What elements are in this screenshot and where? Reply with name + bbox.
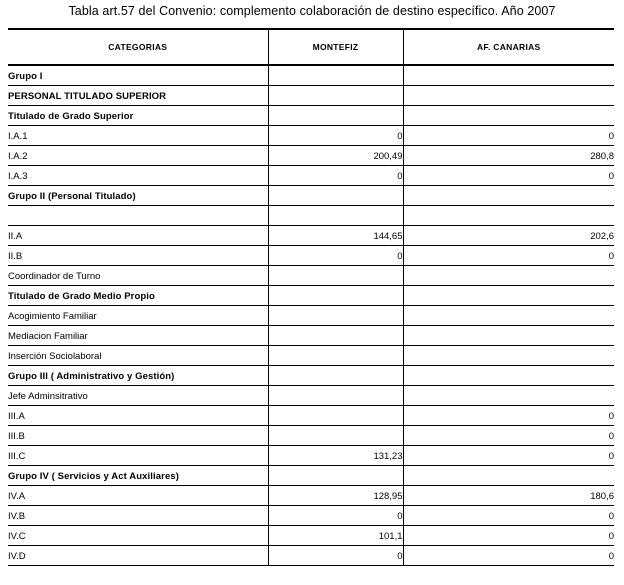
montefiz-value-cell bbox=[268, 266, 403, 286]
montefiz-value-cell bbox=[268, 466, 403, 486]
data-table bbox=[8, 28, 614, 566]
montefiz-value-cell bbox=[268, 406, 403, 426]
canarias-value-cell bbox=[403, 466, 614, 486]
category-cell: IV.C bbox=[8, 526, 268, 546]
table-row bbox=[8, 186, 614, 206]
category-cell: PERSONAL TITULADO SUPERIOR bbox=[8, 86, 268, 106]
table-row bbox=[8, 526, 614, 546]
category-cell: Titulado de Grado Superior bbox=[8, 106, 268, 126]
montefiz-value-cell: 144,65 bbox=[268, 226, 403, 246]
canarias-value-cell: 0 bbox=[403, 246, 614, 266]
table-row bbox=[8, 486, 614, 506]
category-cell: Titulado de Grado Medio Propio bbox=[8, 286, 268, 306]
montefiz-value-cell bbox=[268, 346, 403, 366]
category-cell: Grupo IV ( Servicios y Act Auxiliares) bbox=[8, 466, 268, 486]
canarias-value-cell: 0 bbox=[403, 546, 614, 566]
table-row bbox=[8, 546, 614, 566]
category-cell: Inserción Sociolaboral bbox=[8, 346, 268, 366]
montefiz-value-cell bbox=[268, 106, 403, 126]
table-row bbox=[8, 106, 614, 126]
category-cell: Grupo II (Personal Titulado) bbox=[8, 186, 268, 206]
table-row bbox=[8, 326, 614, 346]
montefiz-value-cell bbox=[268, 65, 403, 86]
category-cell: IV.B bbox=[8, 506, 268, 526]
canarias-value-cell: 0 bbox=[403, 446, 614, 466]
canarias-value-cell: 0 bbox=[403, 126, 614, 146]
canarias-value-cell bbox=[403, 266, 614, 286]
table-row bbox=[8, 206, 614, 226]
table-row bbox=[8, 466, 614, 486]
table-row bbox=[8, 406, 614, 426]
table-container bbox=[8, 28, 614, 566]
montefiz-value-cell: 0 bbox=[268, 246, 403, 266]
canarias-value-cell bbox=[403, 386, 614, 406]
montefiz-value-cell: 0 bbox=[268, 166, 403, 186]
canarias-value-cell bbox=[403, 346, 614, 366]
canarias-value-cell: 180,6 bbox=[403, 486, 614, 506]
category-cell: IV.A bbox=[8, 486, 268, 506]
canarias-value-cell: 0 bbox=[403, 426, 614, 446]
canarias-value-cell bbox=[403, 306, 614, 326]
table-row bbox=[8, 266, 614, 286]
category-cell bbox=[8, 206, 268, 226]
table-row bbox=[8, 366, 614, 386]
table-row bbox=[8, 146, 614, 166]
canarias-value-cell: 202,6 bbox=[403, 226, 614, 246]
canarias-value-cell bbox=[403, 65, 614, 86]
column-header-categorias: CATEGORIAS bbox=[8, 29, 268, 65]
canarias-value-cell bbox=[403, 186, 614, 206]
category-cell: Acogimiento Familiar bbox=[8, 306, 268, 326]
table-row bbox=[8, 446, 614, 466]
canarias-value-cell: 0 bbox=[403, 526, 614, 546]
category-cell: Coordinador de Turno bbox=[8, 266, 268, 286]
table-row bbox=[8, 86, 614, 106]
canarias-value-cell: 0 bbox=[403, 506, 614, 526]
column-header-montefiz: MONTEFIZ bbox=[268, 29, 403, 65]
canarias-value-cell bbox=[403, 206, 614, 226]
category-cell: III.B bbox=[8, 426, 268, 446]
category-cell: Grupo III ( Administrativo y Gestión) bbox=[8, 366, 268, 386]
table-row bbox=[8, 246, 614, 266]
table-title: Tabla art.57 del Convenio: complemento colaboración de destino específico. Año 2007 bbox=[68, 4, 556, 18]
category-cell: Grupo I bbox=[8, 65, 268, 86]
table-row bbox=[8, 65, 614, 86]
column-header-af-canarias: AF. CANARIAS bbox=[403, 29, 614, 65]
canarias-value-cell bbox=[403, 286, 614, 306]
table-body bbox=[8, 65, 614, 566]
table-row bbox=[8, 346, 614, 366]
table-row bbox=[8, 506, 614, 526]
montefiz-value-cell: 128,95 bbox=[268, 486, 403, 506]
category-cell: III.A bbox=[8, 406, 268, 426]
montefiz-value-cell bbox=[268, 206, 403, 226]
montefiz-value-cell bbox=[268, 86, 403, 106]
montefiz-value-cell bbox=[268, 186, 403, 206]
table-row bbox=[8, 426, 614, 446]
canarias-value-cell bbox=[403, 86, 614, 106]
canarias-value-cell: 0 bbox=[403, 406, 614, 426]
table-row bbox=[8, 306, 614, 326]
category-cell: Mediacion Familiar bbox=[8, 326, 268, 346]
montefiz-value-cell bbox=[268, 326, 403, 346]
header-row bbox=[8, 29, 614, 65]
table-row bbox=[8, 126, 614, 146]
montefiz-value-cell bbox=[268, 426, 403, 446]
montefiz-value-cell: 131,23 bbox=[268, 446, 403, 466]
table-row bbox=[8, 226, 614, 246]
table-row bbox=[8, 386, 614, 406]
canarias-value-cell bbox=[403, 106, 614, 126]
category-cell: IV.D bbox=[8, 546, 268, 566]
canarias-value-cell: 280,8 bbox=[403, 146, 614, 166]
category-cell: III.C bbox=[8, 446, 268, 466]
category-cell: I.A.3 bbox=[8, 166, 268, 186]
montefiz-value-cell: 0 bbox=[268, 546, 403, 566]
montefiz-value-cell bbox=[268, 286, 403, 306]
category-cell: Jefe Adminsitrativo bbox=[8, 386, 268, 406]
category-cell: II.B bbox=[8, 246, 268, 266]
montefiz-value-cell: 101,1 bbox=[268, 526, 403, 546]
table-row bbox=[8, 286, 614, 306]
montefiz-value-cell bbox=[268, 306, 403, 326]
montefiz-value-cell: 200,49 bbox=[268, 146, 403, 166]
canarias-value-cell bbox=[403, 366, 614, 386]
montefiz-value-cell: 0 bbox=[268, 126, 403, 146]
canarias-value-cell bbox=[403, 326, 614, 346]
category-cell: I.A.2 bbox=[8, 146, 268, 166]
category-cell: I.A.1 bbox=[8, 126, 268, 146]
montefiz-value-cell bbox=[268, 366, 403, 386]
canarias-value-cell: 0 bbox=[403, 166, 614, 186]
montefiz-value-cell bbox=[268, 386, 403, 406]
category-cell: II.A bbox=[8, 226, 268, 246]
table-row bbox=[8, 166, 614, 186]
montefiz-value-cell: 0 bbox=[268, 506, 403, 526]
